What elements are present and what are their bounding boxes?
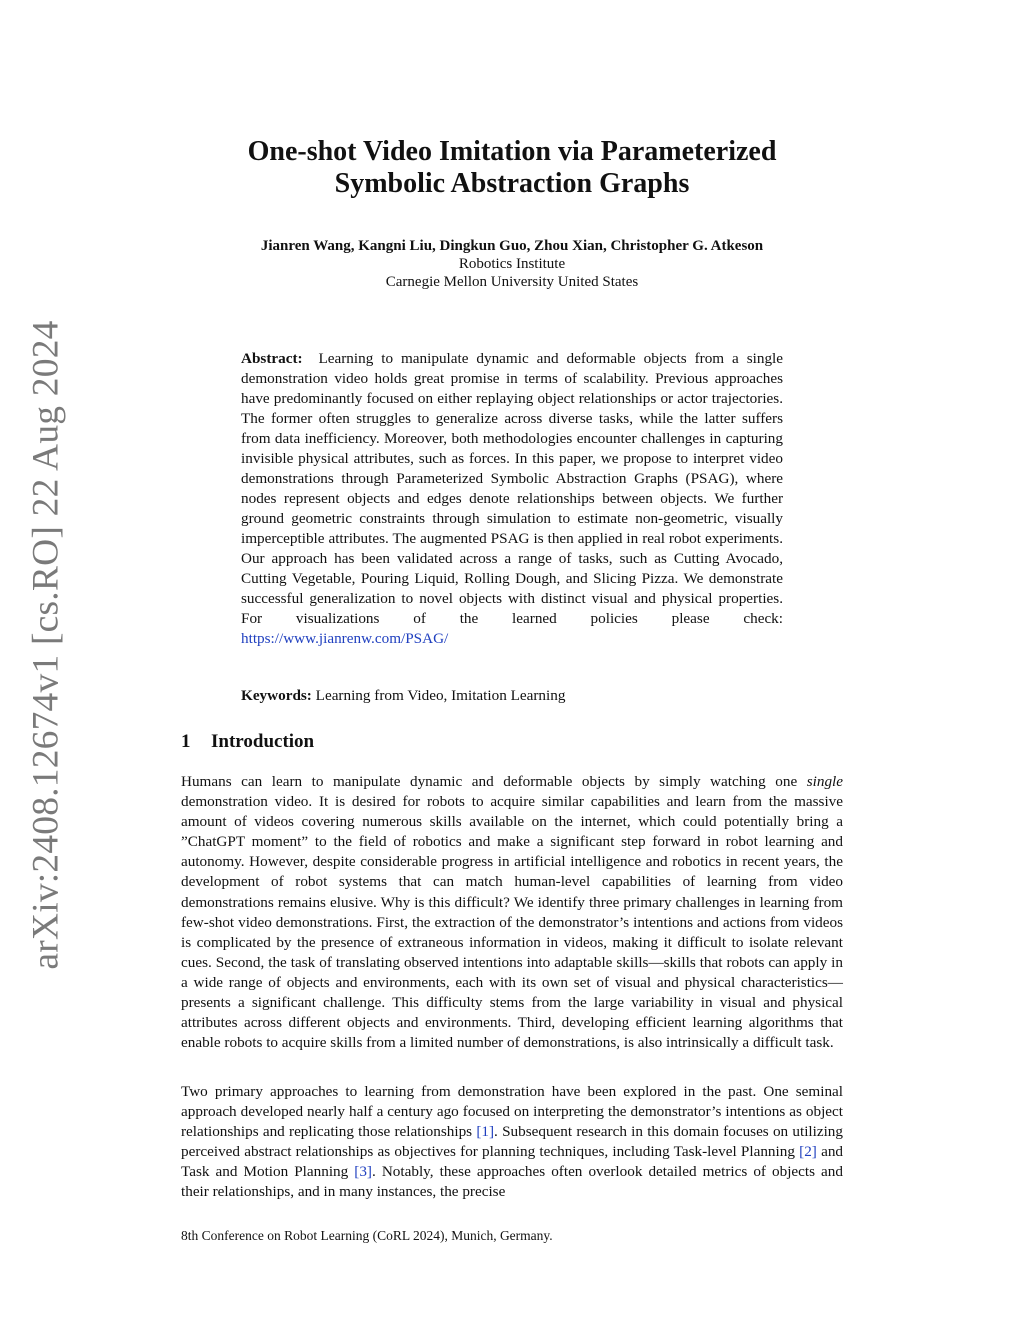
intro-p2-text-a: Two primary approaches to learning from demonstration have been explored in the past. One seminal approach developed nearly half a century ago focused on interpreting the demonstrator’s intentions as object relationships and replicating those relationships xyxy=(181,1083,843,1141)
intro-p2-text-b: . Subsequent research in this domain focuses on utilizing perceived abstract relationships as objectives for planning techniques, including Task-level Planning xyxy=(181,1123,843,1161)
section-heading-introduction xyxy=(181,730,314,754)
intro-p1-emphasis: single xyxy=(806,773,843,790)
intro-p2-text-d: . Notably, these approaches often overlook detailed metrics of objects and their relationships, and in many instances, the precise xyxy=(181,1163,843,1201)
author-names: Jianren Wang, Kangni Liu, Dingkun Guo, Zhou Xian, Christopher G. Atkeson xyxy=(260,238,764,254)
citation-1[interactable]: [1] xyxy=(476,1123,495,1141)
keywords-label: Keywords: xyxy=(241,687,312,704)
arxiv-identifier: arXiv:2408.12674v1 [cs.RO] 22 Aug 2024 xyxy=(25,320,67,970)
intro-p2-text-c: and Task and Motion Planning xyxy=(181,1143,844,1181)
intro-paragraph-1 xyxy=(181,772,843,1053)
section-title: Introduction xyxy=(211,731,315,752)
affiliation-university: Carnegie Mellon University United States xyxy=(385,274,639,290)
title-line-2: Symbolic Abstraction Graphs xyxy=(334,168,690,199)
paper-title xyxy=(160,136,864,200)
project-link[interactable]: https://www.jianrenw.com/PSAG/ xyxy=(241,630,449,647)
author-block xyxy=(160,237,864,291)
intro-paragraph-2 xyxy=(181,1082,843,1203)
intro-p1-text-b: demonstration video. It is desired for robots to acquire similar capabilities and learn from the massive amount of videos covering numerous skills available on the internet, which could potentially bring a ”ChatGPT moment” to the field of robotics and make a significant step forward in robot learning and autonomy. However, despite considerable progress in artificial intelligence and robotics in recent years, the development of robot systems that can match human-level capabilities of learning from video demonstrations remains elusive. Why is this difficult? We identify three primary challenges in learning from few-shot video demonstrations. First, the extraction of the demonstrator’s intentions and actions from videos is complicated by the presence of extraneous information in videos, making it difficult to isolate relevant cues. Second, the task of translating observed intentions into adaptable skills—skills that robots can apply in a wide range of objects and environments, each with its own set of visual and physical characteristics—presents a significant challenge. This difficulty stems from the large variability in visual and physical attributes across different objects and environments. Third, developing efficient learning algorithms that enable robots to acquire skills from a limited number of demonstrations, is also intrinsically a difficult task. xyxy=(181,793,843,1052)
keywords xyxy=(241,686,783,706)
citation-2[interactable]: [2] xyxy=(799,1143,817,1161)
abstract xyxy=(241,349,783,649)
keywords-text: Learning from Video, Imitation Learning xyxy=(315,687,566,704)
affiliation-institute: Robotics Institute xyxy=(458,256,566,272)
intro-p1-text-a: Humans can learn to manipulate dynamic and deformable objects by simply watching one xyxy=(181,773,798,790)
citation-3[interactable]: [3] xyxy=(354,1163,372,1181)
conference-footer: 8th Conference on Robot Learning (CoRL 2024), Munich, Germany. xyxy=(181,1228,553,1243)
abstract-text: Learning to manipulate dynamic and deformable objects from a single demonstration video holds great promise in terms of scalability. Previous approaches have predominantly focused on either replaying object relationships or actor trajectories. The former often struggles to generalize across diverse tasks, while the latter suffers from data inefficiency. Moreover, both methodologies encounter challenges in capturing invisible physical attributes, such as forces. In this paper, we propose to interpret video demonstrations through Parameterized Symbolic Abstraction Graphs (PSAG), where nodes represent objects and edges denote relationships between objects. We further ground geometric constraints through simulation to estimate non-geometric, visually imperceptible attributes. The augmented PSAG is then applied in real robot experiments. Our approach has been validated across a range of tasks, such as Cutting Avocado, Cutting Vegetable, Pouring Liquid, Rolling Dough, and Slicing Pizza. We demonstrate successful generalization to novel objects with distinct visual and physical properties. For visualizations of the learned policies please check: xyxy=(241,350,784,627)
abstract-label: Abstract: xyxy=(241,350,303,367)
title-line-1: One-shot Video Imitation via Parameterized xyxy=(247,136,777,167)
section-number: 1 xyxy=(181,731,191,752)
